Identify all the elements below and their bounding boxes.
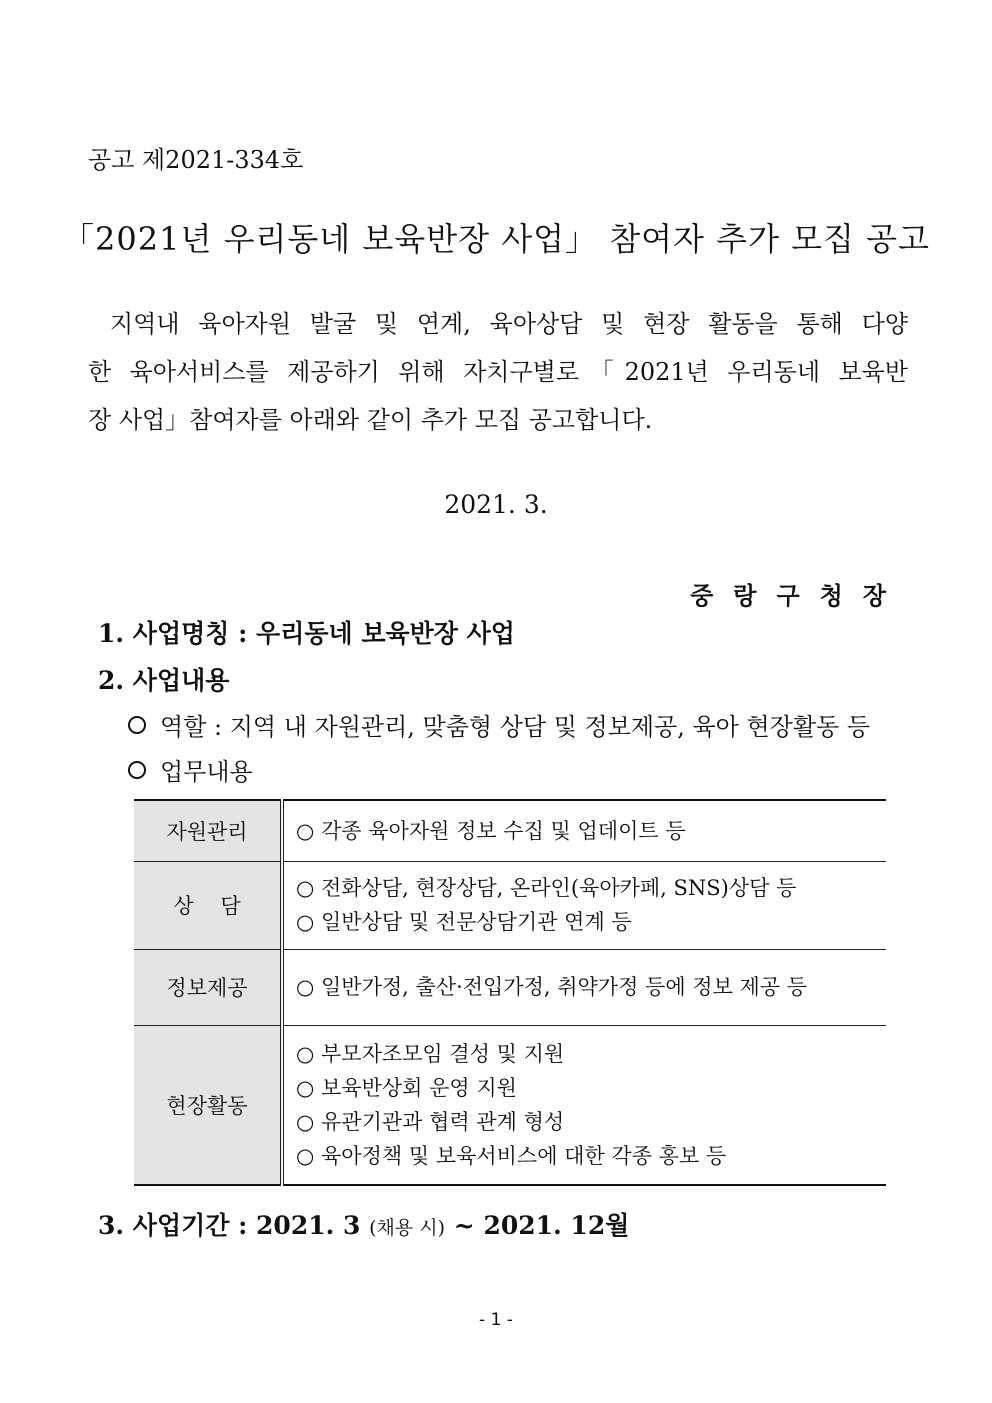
bullet-duties-text: 업무내용: [160, 758, 253, 786]
circle-bullet-icon: [128, 761, 146, 779]
table-item: ○ 전화상담, 현장상담, 온라인(육아카페, SNS)상담 등: [296, 876, 797, 900]
period-end: ~ 2021. 12월: [453, 1211, 630, 1240]
circle-bullet-icon: [128, 716, 146, 734]
table-row: [134, 861, 886, 949]
bullet-role: [128, 707, 870, 742]
section-project-name: 1. 사업명칭 : 우리동네 보육반장 사업: [98, 619, 515, 648]
table-item: ○ 보육반상회 운영 지원: [296, 1075, 517, 1100]
table-row: [134, 949, 886, 1025]
table-items: [282, 861, 886, 949]
table-category: 자원관리: [134, 800, 282, 861]
table-item: ○ 육아정책 및 보육서비스에 대한 각종 홍보 등: [296, 1143, 727, 1168]
table-category: 상 담: [134, 861, 282, 949]
page-number: - 1 -: [479, 1310, 513, 1330]
intro-line-2: 한 육아서비스를 제공하기 위해 자치구별로「2021년 우리동네 보육반: [88, 358, 908, 386]
document-title: 「2021년 우리동네 보육반장 사업」 참여자 추가 모집 공고: [62, 220, 930, 258]
table-item: ○ 일반가정, 출산·전입가정, 취약가정 등에 정보 제공 등: [296, 975, 808, 999]
issuer-name: 중랑구청장: [690, 581, 906, 610]
table-category: 현장활동: [134, 1025, 282, 1185]
section-project-period: [98, 1206, 629, 1242]
table-row: [134, 1025, 886, 1185]
table-category: 정보제공: [134, 949, 282, 1025]
bullet-role-text: 역할 : 지역 내 자원관리, 맞춤형 상담 및 정보제공, 육아 현장활동 등: [160, 713, 871, 741]
table-item: ○ 일반상담 및 전문상담기관 연계 등: [296, 910, 632, 934]
section-project-content: 2. 사업내용: [98, 666, 230, 695]
bullet-duties: [128, 752, 253, 787]
table-items: [282, 800, 886, 861]
notice-date: 2021. 3.: [444, 490, 548, 519]
table-item: ○ 부모자조모임 결성 및 지원: [296, 1041, 565, 1066]
intro-line-1: 지역내 육아자원 발굴 및 연계, 육아상담 및 현장 활동을 통해 다양: [110, 310, 908, 338]
table-items: [282, 949, 886, 1025]
table-row: [134, 800, 886, 861]
intro-paragraph: [88, 300, 908, 444]
period-note: (채용 시): [369, 1217, 446, 1239]
period-main: 3. 사업기간 : 2021. 3: [98, 1211, 361, 1240]
table-item: ○ 각종 육아자원 정보 수집 및 업데이트 등: [296, 818, 686, 843]
table-items: [282, 1025, 886, 1185]
table-item: ○ 유관기관과 협력 관계 형성: [296, 1109, 565, 1134]
duties-table: [134, 799, 886, 1186]
intro-line-3: 장 사업」참여자를 아래와 같이 추가 모집 공고합니다.: [88, 406, 653, 434]
notice-number: 공고 제2021-334호: [88, 146, 304, 174]
